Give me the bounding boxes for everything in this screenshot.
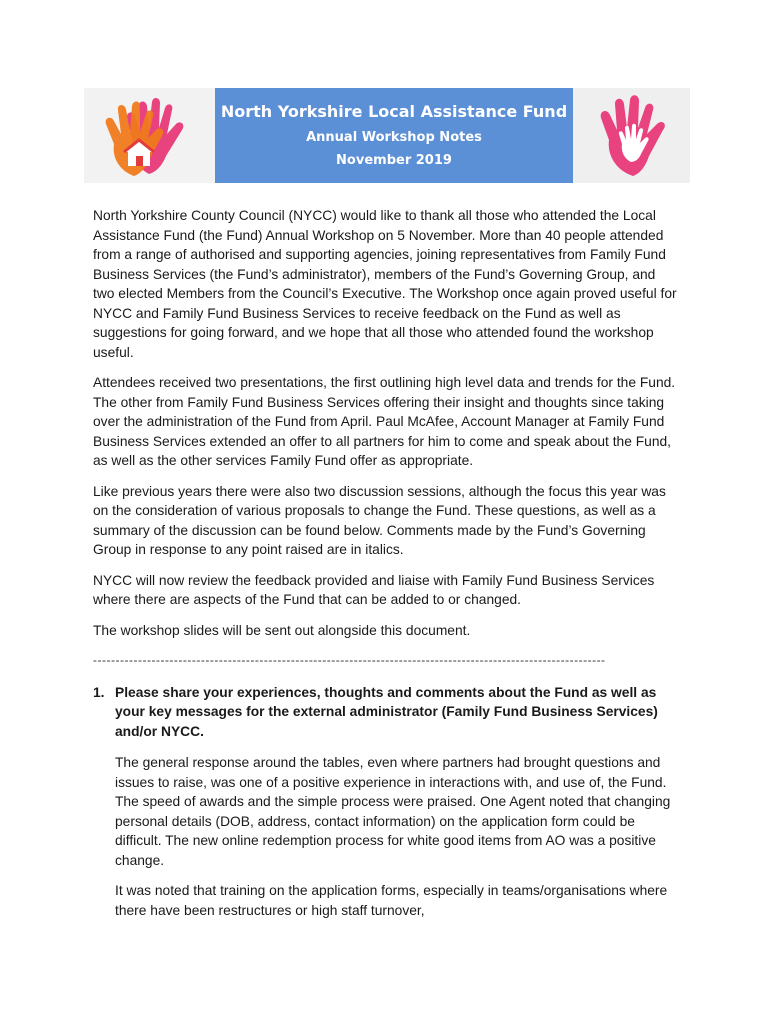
hands-house-icon bbox=[84, 88, 215, 183]
pink-hands-logo bbox=[573, 88, 690, 183]
slides-paragraph: The workshop slides will be sent out alongside this document. bbox=[93, 622, 471, 638]
question-1-answer bbox=[115, 753, 679, 920]
document-date: November 2019 bbox=[336, 153, 452, 168]
review-paragraph: NYCC will now review the feedback provided and liaise with Family Fund Business Services where there are aspects of the Fund that can be added to or changed. bbox=[93, 572, 655, 607]
hands-house-logo bbox=[84, 88, 215, 183]
question-number: 1. bbox=[93, 684, 105, 700]
document-header bbox=[84, 88, 690, 183]
title-banner bbox=[215, 88, 573, 183]
discussion-paragraph: Like previous years there were also two discussion sessions, although the focus this year was on the consideration of various proposals to change the Fund. These questions, as well as a summary of the discussion can be found below. Comments made by the Fund’s Governing Group in response to any point raised are in italics. bbox=[93, 483, 666, 557]
document-title: North Yorkshire Local Assistance Fund bbox=[220, 102, 568, 121]
document-subtitle: Annual Workshop Notes bbox=[306, 130, 482, 145]
question-text: Please share your experiences, thoughts and comments about the Fund as well as your key messages for the external administrator (Family Fund Business Services) and/or NYCC. bbox=[115, 684, 658, 739]
question-1 bbox=[93, 683, 679, 742]
presentations-paragraph: Attendees received two presentations, the first outlining high level data and trends for the Fund. The other from Family Fund Business Services offering their insight and thoughts since taking over the administration of the Fund from April. Paul McAfee, Account Manager at Family Fund Business Services extended an offer to all partners for him to come and speak about the Fund, as well as the other services Family Fund offer as appropriate. bbox=[93, 375, 676, 468]
document-body bbox=[93, 206, 679, 931]
section-divider: ------------------------------------------------------------------------------------------------------------------ bbox=[93, 653, 606, 667]
answer-paragraph: The general response around the tables, even where partners had brought questions and issues to raise, was one of a positive experience in interactions with, and use of, the Fund. The speed of awards and the simple process were praised. One Agent noted that changing personal details (DOB, address, contact information) on the application form could be difficult. The new online redemption process for white good items from AO was a positive change. bbox=[115, 755, 671, 868]
intro-paragraph: North Yorkshire County Council (NYCC) would like to thank all those who attended the Local Assistance Fund (the Fund) Annual Workshop on 5 November. More than 40 people attended from a range of authorised and supporting agencies, joining representatives from Family Fund Business Services (the Fund’s administrator), members of the Fund’s Governing Group, and two elected Members from the Council’s Executive. The Workshop once again proved useful for NYCC and Family Fund Business Services to receive feedback on the Fund as well as suggestions for going forward, and we hope that all those who attended found the workshop useful. bbox=[93, 208, 677, 360]
pink-hands-icon bbox=[573, 88, 690, 183]
answer-paragraph: It was noted that training on the application forms, especially in teams/organisations where there have been restructures or high staff turnover, bbox=[115, 883, 668, 918]
